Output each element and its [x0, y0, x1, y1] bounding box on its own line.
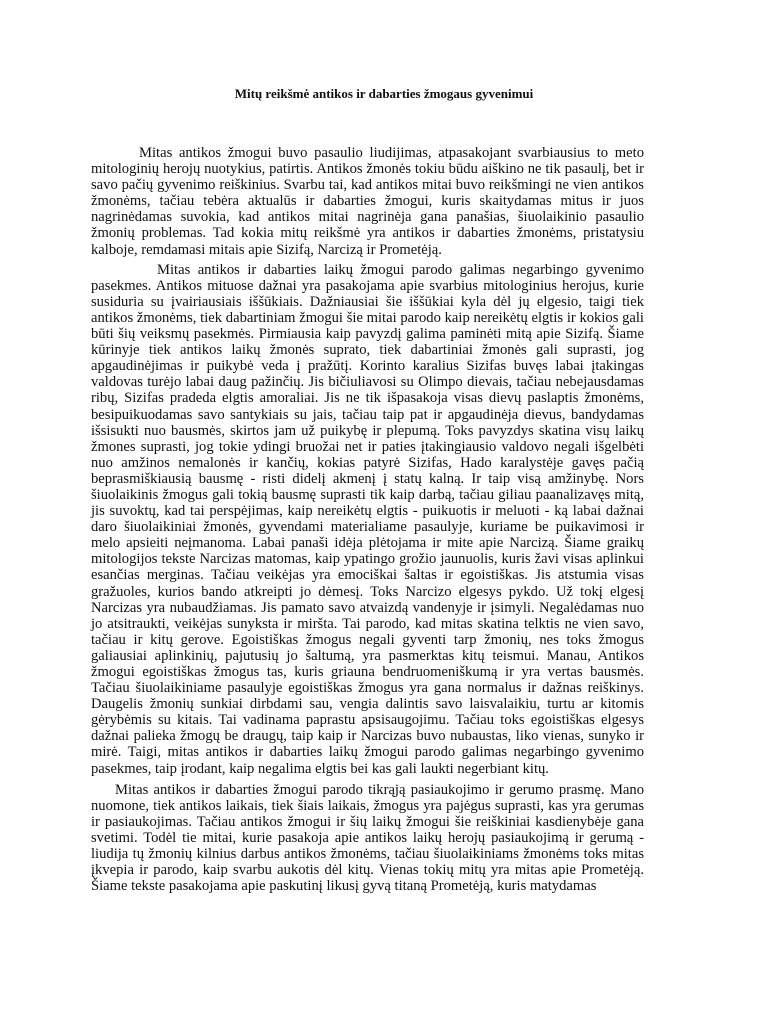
document-body	[91, 145, 644, 894]
paragraph: Mitas antikos ir dabarties laikų žmogui parodo galimas negarbingo gyvenimo pasekmes. Antikos mituose dažnai yra pasakojama apie svarbius mitologinius herojus, kurie susiduria su įvairiausiais iššūkiais. Dažniausiai šie iššūkiai kyla dėl jų elgesio, taigi tiek antikos žmonėms, tiek dabartiniam žmogui šie mitai parodo kaip nereikėtų elgtis ir kokios gali būti šių veiksmų pasekmės. Pirmiausia kaip pavyzdį galima paminėti mitą apie Sizifą. Šiame kūrinyje tiek antikos laikų žmonės suprato, tiek dabartiniai žmonės gali suprasti, jog apgaudinėjimas ir puikybė veda į pražūtį. Korinto karalius Sizifas buvęs labai įtakingas valdovas turėjo labai daug pažinčių. Jis bičiuliavosi su Olimpo dievais, tačiau nebejausdamas ribų, Sizifas pradeda elgtis amoraliai. Jis ne tik išpasakoja visas dievų paslaptis žmonėms, besipuikuodamas savo santykiais su jais, tačiau taip pat ir apgaudinėja dievus, bandydamas išsisukti nuo bausmės, skirtos jam už puikybę ir plepumą. Toks pavyzdys skatina visų laikų žmones suprasti, jog tokie ydingi bruožai net ir paties įtakingiausio valdovo negali išgelbėti nuo amžinos nemalonės ir kančių, kokias patyrė Sizifas, Hado karalystėje gavęs pačią beprasmiškiausią bausmę - risti didelį akmenį į statų kalną. Ir taip visą amžinybę. Nors šiuolaikinis žmogus gali tokią bausmę suprasti tik kaip darbą, tačiau giliau paanalizavęs mitą, jis suvoktų, kad tai perspėjimas, kaip nereikėtų elgtis - puikuotis ir meluoti - ką labai dažnai daro šiuolaikiniai žmonės, gyvendami materialiame pasaulyje, kuriame be puikavimosi ir melo apsieiti neįmanoma. Labai panaši idėja plėtojama ir mite apie Narcizą. Šiame graikų mitologijos tekste Narcizas matomas, kaip ypatingo grožio jaunuolis, kuris žavi visas aplinkui esančias merginas. Tačiau veikėjas yra emociškai šaltas ir egoistiškas. Jis atstumia visas gražuoles, kurios bando atkreipti jo dėmesį. Toks Narcizo elgesys pykdo. Už tokį elgesį Narcizas yra nubaudžiamas. Jis pamato savo atvaizdą vandenyje ir įsimyli. Negalėdamas nuo jo atsitraukti, veikėjas sunyksta ir miršta. Tai parodo, kad mitas skatina telktis ne vien savo, tačiau ir kitų gerove. Egoistiškas žmogus negali gyventi tarp žmonių, nes toks žmogus galiausiai aplinkinių, pajutusių jo šaltumą, yra pasmerktas kitų teismui. Manau, Antikos žmogui egoistiškas žmogus tas, kuris griauna bendruomeniškumą ir yra vertas bausmės. Tačiau šiuolaikiniame pasaulyje egoistiškas žmogus yra gana normalus ir dažnas reiškinys. Daugelis žmonių sunkiai dirbdami sau, vengia dalintis savo laisvalaikiu, turtu ar kitomis gėrybėmis su kitais. Tai vadinama paprastu apsisaugojimu. Tačiau toks egoistiškas elgesys dažnai palieka žmogų be draugų, taip kaip ir Narcizas buvo nubaustas, liko vienas, sunyko ir mirė. Taigi, mitas antikos ir dabarties laikų žmogui parodo galimas negarbingo gyvenimo pasekmes, taip įrodant, kaip negalima elgtis bei kas gali laukti negerbiant kitų.	[91, 261, 644, 777]
paragraph: Mitas antikos ir dabarties žmogui parodo tikrąją pasiaukojimo ir gerumo prasmę. Mano nuomone, tiek antikos laikais, tiek šiais laikais, žmogus yra pajėgus suprasti, kas yra gerumas ir pasiaukojimas. Tačiau antikos žmogui ir šių laikų žmogui šie reiškiniai kasdienybėje gana svetimi. Todėl tie mitai, kurie pasakoja apie antikos laikų herojų pasiaukojimą ir gerumą - liudija tų žmonių kilnius darbus antikos žmonėms, tačiau šiuolaikiniams žmonėms toks mitas įkvepia ir parodo, kaip svarbu aukotis dėl kitų. Vienas tokių mitų yra mitas apie Prometėją. Šiame tekste pasakojama apie paskutinį likusį gyvą titaną Prometėją, kuris matydamas	[91, 781, 644, 895]
document-title: Mitų reikšmė antikos ir dabarties žmogaus gyvenimui	[234, 86, 534, 101]
paragraph: Mitas antikos žmogui buvo pasaulio liudijimas, atpasakojant svarbiausius to meto mitologinių herojų nuotykius, patirtis. Antikos žmonės tokiu būdu aiškino ne tik pasaulį, bet ir savo pačių gyvenimo reiškinius. Svarbu tai, kad antikos mitai buvo reikšmingi ne vien antikos žmonėms, tačiau tebėra aktualūs ir dabarties žmogui, kuris skaitydamas mitus ir juos nagrinėdamas suvokia, kad antikos mitai nagrinėja gana panašias, šiuolaikinio pasaulio žmonių problemas. Tad kokia mitų reikšmė yra antikos ir dabarties žmonėms, pristatysiu kalboje, remdamasi mitais apie Sizifą, Narcizą ir Prometėją.	[91, 145, 644, 258]
